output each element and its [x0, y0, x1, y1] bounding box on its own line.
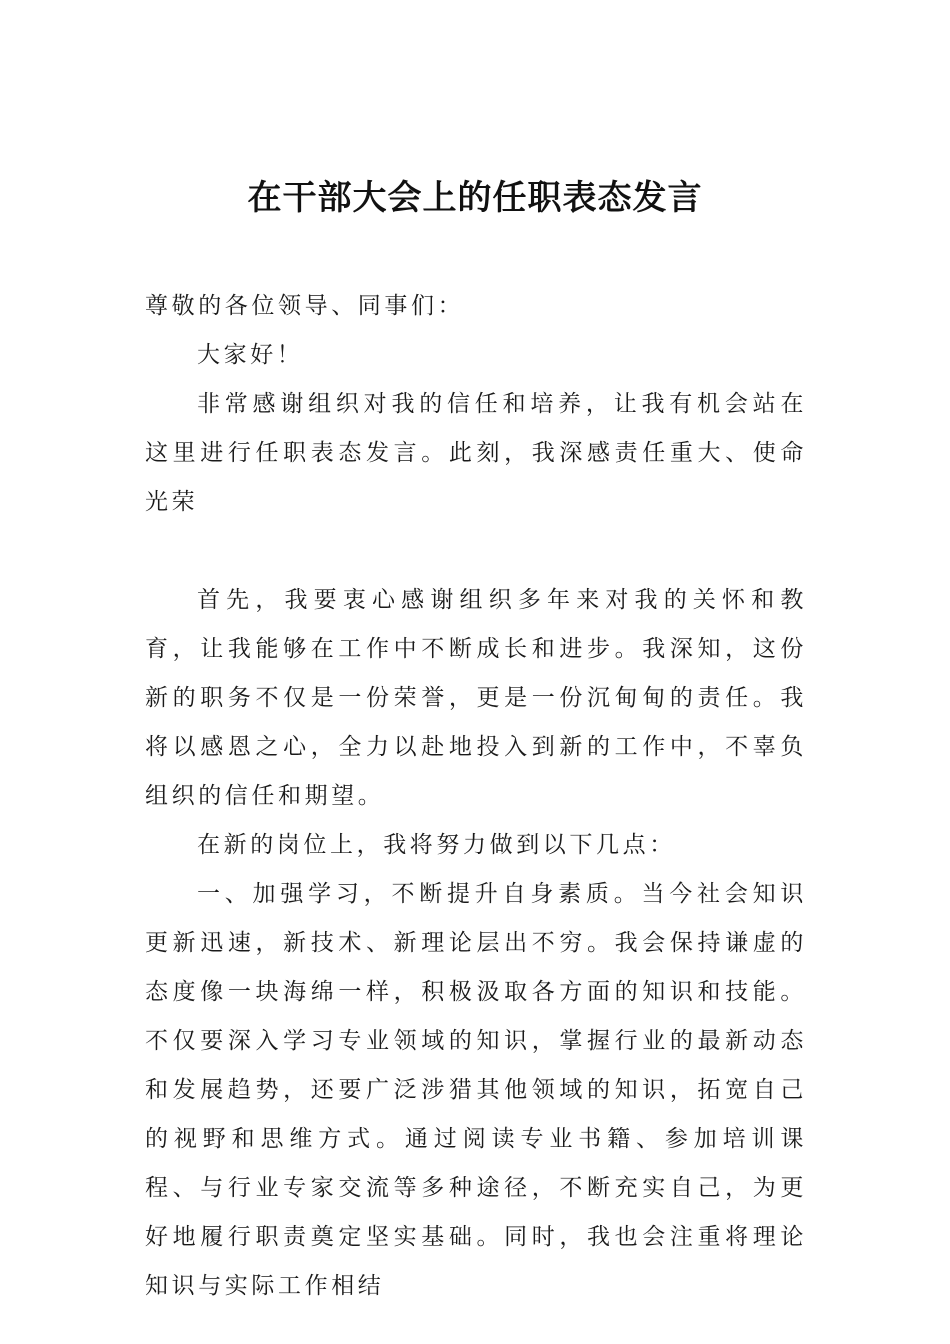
- greeting: 大家好！: [197, 342, 304, 368]
- document-title: 在干部大会上的任职表态发言: [247, 178, 703, 218]
- document-body: [0, 282, 950, 1311]
- paragraph-first: 首先，我要衷心感谢组织多年来对我的关怀和教育，让我能够在工作中不断成长和进步。我深知，这份新的职务不仅是一份荣誉，更是一份沉甸甸的责任。我将以感恩之心，全力以赴地投入到新的工作中，不辜负组织的信任和期望。: [145, 587, 807, 809]
- paragraph-thanks: 非常感谢组织对我的信任和培养，让我有机会站在这里进行任职表态发言。此刻，我深感责任重大、使命光荣: [145, 391, 807, 515]
- paragraph-point-one: 一、加强学习，不断提升自身素质。当今社会知识更新迅速，新技术、新理论层出不穷。我会保持谦虚的态度像一块海绵一样，积极汲取各方面的知识和技能。不仅要深入学习专业领域的知识，掌握行业的最新动态和发展趋势，还要广泛涉猎其他领域的知识，拓宽自己的视野和思维方式。通过阅读专业书籍、参加培训课程、与行业专家交流等多种途径，不断充实自己，为更好地履行职责奠定坚实基础。同时，我也会注重将理论知识与实际工作相结: [145, 881, 807, 1299]
- salutation: 尊敬的各位领导、同事们：: [145, 293, 465, 319]
- paragraph-intro-points: 在新的岗位上，我将努力做到以下几点：: [197, 832, 676, 858]
